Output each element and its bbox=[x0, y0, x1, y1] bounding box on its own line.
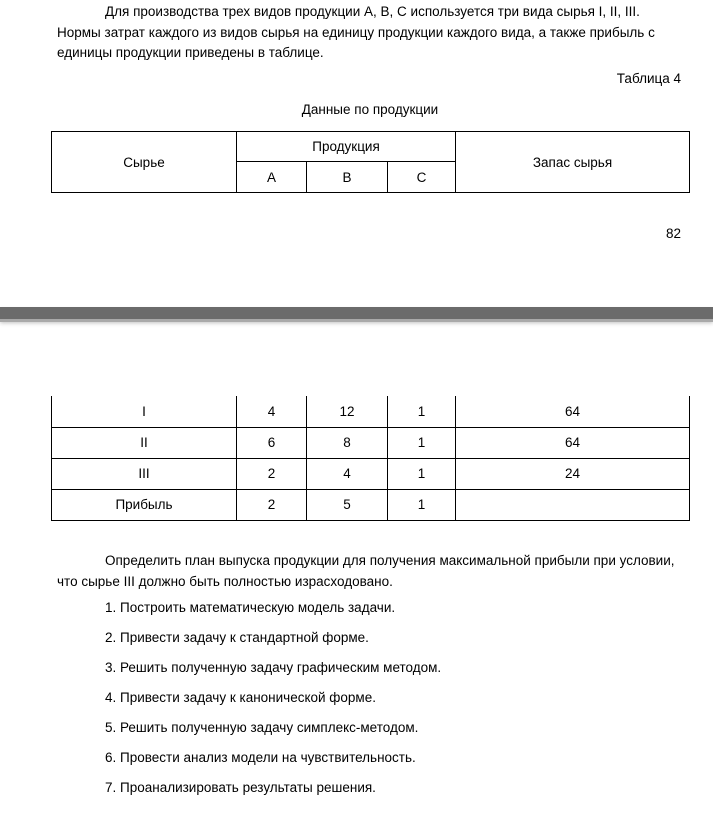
header-raw: Сырье bbox=[52, 132, 237, 193]
row-stock: 24 bbox=[456, 458, 690, 489]
row-value-b: 4 bbox=[307, 458, 388, 489]
row-name: II bbox=[52, 427, 237, 458]
row-value-c: 1 bbox=[388, 489, 456, 520]
row-stock: 64 bbox=[456, 427, 690, 458]
header-col-a: A bbox=[237, 162, 307, 193]
row-value-a: 4 bbox=[237, 396, 307, 427]
row-value-b: 8 bbox=[307, 427, 388, 458]
task-paragraph: Определить план выпуска продукции для получения максимальной прибыли при условии, что сырье III должно быть полностью израсходовано. bbox=[57, 553, 675, 589]
step-item: 4. Привести задачу к канонической форме. bbox=[105, 690, 376, 705]
header-col-b: B bbox=[307, 162, 388, 193]
table-row bbox=[52, 396, 690, 427]
step-item: 2. Привести задачу к стандартной форме. bbox=[105, 630, 369, 645]
step-item: 6. Провести анализ модели на чувствительность. bbox=[105, 750, 416, 765]
row-value-b: 12 bbox=[307, 396, 388, 427]
row-value-c: 1 bbox=[388, 427, 456, 458]
row-name: Прибыль bbox=[52, 489, 237, 520]
table-title: Данные по продукции bbox=[301, 102, 439, 117]
row-value-a: 2 bbox=[237, 458, 307, 489]
row-stock bbox=[456, 489, 690, 520]
row-value-a: 6 bbox=[237, 427, 307, 458]
row-stock: 64 bbox=[456, 396, 690, 427]
table-label: Таблица 4 bbox=[616, 71, 681, 86]
page-number: 82 bbox=[665, 226, 681, 241]
step-item: 1. Построить математическую модель задачи. bbox=[105, 600, 396, 615]
row-value-c: 1 bbox=[388, 396, 456, 427]
row-value-b: 5 bbox=[307, 489, 388, 520]
header-stock: Запас сырья bbox=[456, 132, 690, 193]
page-break-edge bbox=[0, 319, 713, 322]
step-item: 7. Проанализировать результаты решения. bbox=[105, 780, 376, 795]
header-col-c: C bbox=[388, 162, 456, 193]
data-table-header bbox=[51, 131, 690, 193]
row-name: III bbox=[52, 458, 237, 489]
data-table-body bbox=[51, 396, 690, 521]
step-item: 3. Решить полученную задачу графическим методом. bbox=[105, 660, 442, 675]
table-row bbox=[52, 458, 690, 489]
row-value-c: 1 bbox=[388, 458, 456, 489]
intro-paragraph: Для производства трех видов продукции A, B, C используется три вида сырья I, II, III. Нормы затрат каждого из видов сырья на единицу продукции каждого вида, а также прибыль с единицы продукции приведены в таблице. bbox=[57, 4, 655, 60]
step-item: 5. Решить полученную задачу симплекс-методом. bbox=[105, 720, 419, 735]
row-name: I bbox=[52, 396, 237, 427]
row-value-a: 2 bbox=[237, 489, 307, 520]
table-row bbox=[52, 427, 690, 458]
table-row bbox=[52, 489, 690, 520]
header-product: Продукция bbox=[237, 132, 456, 162]
